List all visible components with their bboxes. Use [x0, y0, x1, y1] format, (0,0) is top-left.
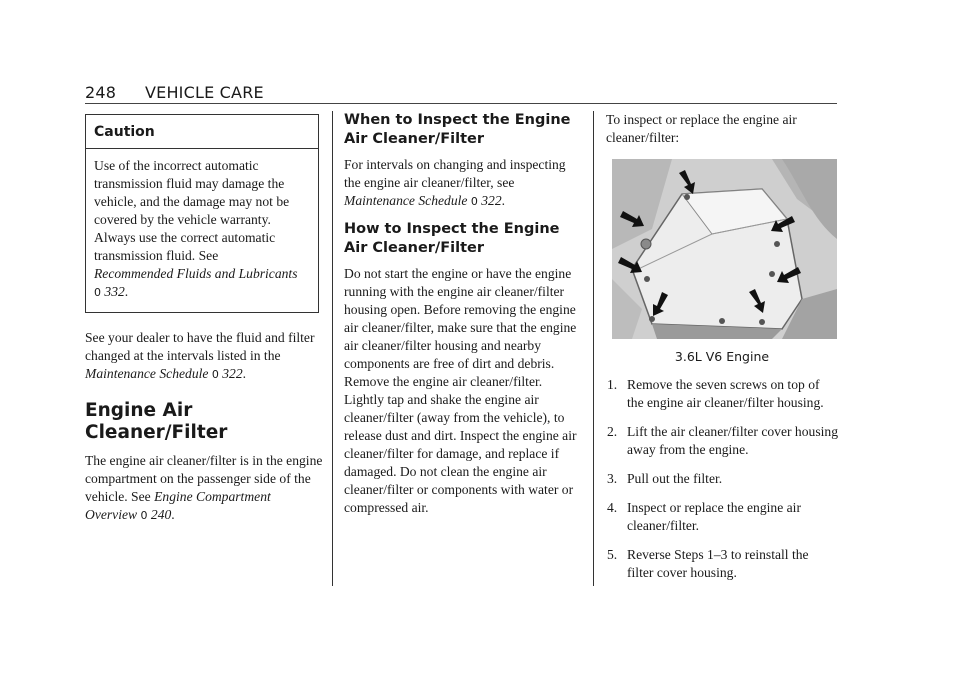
- when-text: For intervals on changing and inspecting the engine air cleaner/filter, see: [344, 157, 566, 190]
- how-to-inspect-heading: How to Inspect the Engine Air Cleaner/Filter: [344, 221, 560, 256]
- step-text: Reverse Steps 1–3 to reinstall the filter cover housing.: [627, 547, 809, 580]
- caution-box: [85, 114, 319, 313]
- page-header: [85, 83, 837, 105]
- column-2: [344, 111, 580, 517]
- when-ref-page[interactable]: 322: [481, 193, 502, 208]
- step-number: 1.: [607, 377, 618, 392]
- dealer-ref-title[interactable]: Maintenance Schedule: [85, 366, 209, 381]
- caution-text: Use of the incorrect automatic transmission fluid may damage the vehicle, and the damage may not be covered by the vehicle warranty. Always use the correct automatic transmission fluid. See: [94, 158, 290, 263]
- step-text: Remove the seven screws on top of the engine air cleaner/filter housing.: [627, 377, 824, 410]
- page-ref-icon: 0: [470, 195, 478, 208]
- column-3: [606, 111, 838, 593]
- location-text: The engine air cleaner/filter is in the engine compartment on the passenger side of the vehicle. See: [85, 453, 323, 504]
- figure-caption: 3.6L V6 Engine: [674, 349, 770, 364]
- step-text: Inspect or replace the engine air cleaner/filter.: [627, 500, 801, 533]
- caution-ref-page[interactable]: 332: [104, 284, 125, 299]
- when-to-inspect-heading: When to Inspect the Engine Air Cleaner/Filter: [344, 112, 571, 147]
- page-number: 248: [85, 83, 117, 102]
- step-number: 3.: [607, 471, 618, 486]
- list-item: [606, 423, 838, 459]
- dealer-ref-page[interactable]: 322: [222, 366, 243, 381]
- caution-body: Use of the incorrect automatic transmission fluid may damage the vehicle, and the damage may not be covered by the vehicle warranty. Always use the correct automatic transmission fluid. See Recommended Fluids and Lubricants 0 332.: [94, 158, 298, 299]
- step-number: 4.: [607, 500, 618, 515]
- location-ref-title[interactable]: Engine Compartment Overview: [85, 489, 271, 522]
- intro-paragraph: To inspect or replace the engine air cleaner/filter:: [606, 112, 797, 145]
- when-ref-title[interactable]: Maintenance Schedule: [344, 193, 468, 208]
- caution-title: Caution: [86, 115, 318, 149]
- column-divider-1: [332, 111, 333, 586]
- dealer-paragraph: See your dealer to have the fluid and filter changed at the intervals listed in the Maintenance Schedule 0 322.: [85, 330, 315, 381]
- list-item: [606, 546, 838, 582]
- list-item: [606, 376, 838, 412]
- steps-list: [606, 376, 838, 582]
- list-item: [606, 470, 838, 488]
- engine-illustration: [612, 159, 837, 339]
- step-number: 2.: [607, 424, 618, 439]
- engine-air-cleaner-photo: [612, 159, 837, 339]
- step-number: 5.: [607, 547, 618, 562]
- how-paragraph: Do not start the engine or have the engine running with the engine air cleaner/filter housing open. Before removing the engine air cleaner/filter, make sure that the engine air cleaner/filter housing and nearby components are free of dirt and debris. Remove the engine air cleaner/filter. Lightly tap and shake the engine air cleaner/filter (away from the vehicle), to release dust and dirt. Inspect the engine air cleaner/filter for damage, and replace if damaged. Do not clean the engine air cleaner/filter or components with water or compressed air.: [344, 266, 577, 515]
- caution-ref-title[interactable]: Recommended Fluids and Lubricants: [94, 266, 298, 281]
- list-item: [606, 499, 838, 535]
- page-ref-icon: 0: [94, 286, 101, 299]
- dealer-text: See your dealer to have the fluid and filter changed at the intervals listed in the: [85, 330, 315, 363]
- location-ref-page[interactable]: 240: [150, 507, 172, 522]
- column-divider-2: [593, 111, 594, 586]
- when-paragraph: For intervals on changing and inspecting the engine air cleaner/filter, see Maintenance Schedule 0 322.: [344, 157, 566, 208]
- header-rule: [85, 103, 837, 104]
- column-1: [85, 111, 323, 525]
- step-text: Pull out the filter.: [627, 471, 723, 486]
- step-text: Lift the air cleaner/filter cover housing away from the engine.: [627, 424, 838, 457]
- page-ref-icon: 0: [140, 509, 148, 522]
- engine-air-cleaner-heading: Engine Air Cleaner/Filter: [85, 400, 228, 443]
- page-ref-icon: 0: [211, 368, 219, 381]
- section-title: VEHICLE CARE: [145, 83, 264, 102]
- location-paragraph: The engine air cleaner/filter is in the engine compartment on the passenger side of the vehicle. See Engine Compartment Overview 0 240.: [85, 453, 323, 522]
